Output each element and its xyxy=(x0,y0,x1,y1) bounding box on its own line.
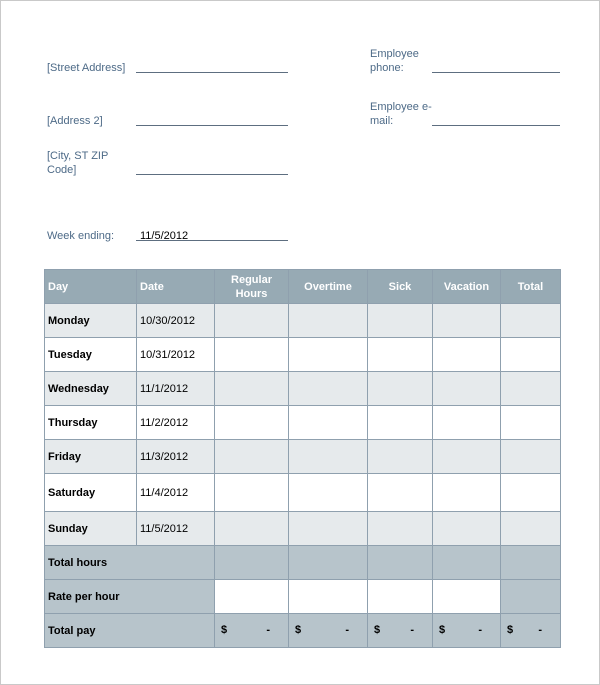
pay-dash: - xyxy=(266,624,270,636)
header-overtime: Overtime xyxy=(289,270,368,304)
day-cell: Sunday xyxy=(45,512,137,546)
header-day: Day xyxy=(45,270,137,304)
day-cell: Saturday xyxy=(45,474,137,512)
table-row xyxy=(45,406,561,440)
date-cell: 11/2/2012 xyxy=(137,406,215,440)
timesheet-table xyxy=(44,269,561,648)
date-cell: 11/3/2012 xyxy=(137,440,215,474)
overtime-cell[interactable] xyxy=(289,474,368,512)
rate-per-hour-row xyxy=(45,580,561,614)
employee-email-label: Employee e-mail: xyxy=(370,101,432,127)
pay-regular-cell xyxy=(215,614,289,648)
address2-field[interactable] xyxy=(136,125,288,126)
street-address-field[interactable] xyxy=(136,72,288,73)
total-hours-row xyxy=(45,546,561,580)
day-cell: Monday xyxy=(45,304,137,338)
pay-sick-cell xyxy=(368,614,433,648)
week-ending-field[interactable] xyxy=(136,240,288,241)
table-header-row xyxy=(45,270,561,304)
pay-overtime-cell xyxy=(289,614,368,648)
overtime-cell[interactable] xyxy=(289,372,368,406)
table-row xyxy=(45,338,561,372)
sick-cell[interactable] xyxy=(368,406,433,440)
overtime-cell[interactable] xyxy=(289,338,368,372)
currency-symbol: $ xyxy=(439,624,446,636)
regular-hours-cell[interactable] xyxy=(215,512,289,546)
regular-hours-cell[interactable] xyxy=(215,406,289,440)
pay-dash: - xyxy=(538,624,542,636)
total-regular-hours-cell xyxy=(215,546,289,580)
total-total-cell xyxy=(501,546,561,580)
vacation-cell[interactable] xyxy=(433,372,501,406)
currency-symbol: $ xyxy=(507,624,514,636)
header-total: Total xyxy=(501,270,561,304)
sick-cell[interactable] xyxy=(368,440,433,474)
rate-regular-cell[interactable] xyxy=(215,580,289,614)
rate-sick-cell[interactable] xyxy=(368,580,433,614)
sick-cell[interactable] xyxy=(368,474,433,512)
table-row xyxy=(45,440,561,474)
total-vacation-cell xyxy=(433,546,501,580)
regular-hours-cell[interactable] xyxy=(215,440,289,474)
address2-label: [Address 2] xyxy=(47,115,103,127)
table-row xyxy=(45,512,561,546)
day-cell: Thursday xyxy=(45,406,137,440)
total-cell[interactable] xyxy=(501,304,561,338)
vacation-cell[interactable] xyxy=(433,512,501,546)
employee-phone-label: Employee phone: xyxy=(370,48,419,74)
currency-symbol: $ xyxy=(295,624,302,636)
pay-vacation-cell xyxy=(433,614,501,648)
vacation-cell[interactable] xyxy=(433,304,501,338)
regular-hours-cell[interactable] xyxy=(215,372,289,406)
rate-overtime-cell[interactable] xyxy=(289,580,368,614)
total-hours-label: Total hours xyxy=(45,546,215,580)
day-cell: Wednesday xyxy=(45,372,137,406)
regular-hours-cell[interactable] xyxy=(215,474,289,512)
total-pay-row xyxy=(45,614,561,648)
total-overtime-cell xyxy=(289,546,368,580)
table-row xyxy=(45,474,561,512)
overtime-cell[interactable] xyxy=(289,304,368,338)
overtime-cell[interactable] xyxy=(289,512,368,546)
regular-hours-cell[interactable] xyxy=(215,338,289,372)
total-cell[interactable] xyxy=(501,406,561,440)
total-cell[interactable] xyxy=(501,512,561,546)
pay-dash: - xyxy=(345,624,349,636)
rate-total-cell xyxy=(501,580,561,614)
sick-cell[interactable] xyxy=(368,304,433,338)
day-cell: Friday xyxy=(45,440,137,474)
sick-cell[interactable] xyxy=(368,338,433,372)
header-regular-hours: Regular Hours xyxy=(215,270,289,304)
sick-cell[interactable] xyxy=(368,512,433,546)
city-zip-label: [City, ST ZIP Code] xyxy=(47,150,109,176)
street-address-label: [Street Address] xyxy=(47,62,126,74)
day-cell: Tuesday xyxy=(45,338,137,372)
pay-dash: - xyxy=(410,624,414,636)
date-cell: 11/4/2012 xyxy=(137,474,215,512)
header-vacation: Vacation xyxy=(433,270,501,304)
date-cell: 10/31/2012 xyxy=(137,338,215,372)
week-ending-label: Week ending: xyxy=(47,230,115,242)
pay-dash: - xyxy=(478,624,482,636)
regular-hours-cell[interactable] xyxy=(215,304,289,338)
pay-total-cell xyxy=(501,614,561,648)
vacation-cell[interactable] xyxy=(433,406,501,440)
sick-cell[interactable] xyxy=(368,372,433,406)
vacation-cell[interactable] xyxy=(433,474,501,512)
table-row xyxy=(45,372,561,406)
total-cell[interactable] xyxy=(501,474,561,512)
week-ending-value: 11/5/2012 xyxy=(140,230,189,242)
rate-vacation-cell[interactable] xyxy=(433,580,501,614)
city-zip-field[interactable] xyxy=(136,174,288,175)
date-cell: 11/1/2012 xyxy=(137,372,215,406)
total-cell[interactable] xyxy=(501,372,561,406)
vacation-cell[interactable] xyxy=(433,440,501,474)
rate-per-hour-label: Rate per hour xyxy=(45,580,215,614)
total-cell[interactable] xyxy=(501,338,561,372)
header-date: Date xyxy=(137,270,215,304)
currency-symbol: $ xyxy=(221,624,228,636)
total-sick-cell xyxy=(368,546,433,580)
employee-email-field[interactable] xyxy=(432,125,560,126)
total-pay-label: Total pay xyxy=(45,614,215,648)
overtime-cell[interactable] xyxy=(289,440,368,474)
employee-phone-field[interactable] xyxy=(432,72,560,73)
date-cell: 11/5/2012 xyxy=(137,512,215,546)
overtime-cell[interactable] xyxy=(289,406,368,440)
date-cell: 10/30/2012 xyxy=(137,304,215,338)
header-sick: Sick xyxy=(368,270,433,304)
table-row xyxy=(45,304,561,338)
vacation-cell[interactable] xyxy=(433,338,501,372)
total-cell[interactable] xyxy=(501,440,561,474)
currency-symbol: $ xyxy=(374,624,381,636)
